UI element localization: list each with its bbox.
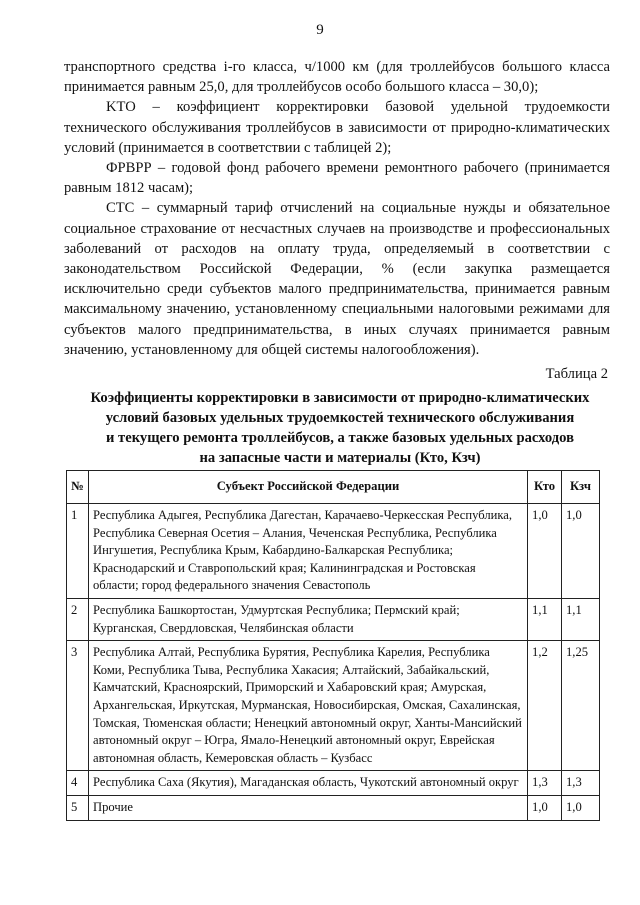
row-kzch: 1,0 — [562, 795, 600, 820]
row-kzch: 1,25 — [562, 641, 600, 771]
table-row — [67, 771, 600, 796]
paragraph: KТО – коэффициент корректировки базовой удельной трудоемкости технического обслуживания троллейбусов в зависимости от природно-климатических условий (принимается в соответствии с таблицей 2); — [64, 99, 610, 156]
row-subject: Прочие — [88, 795, 527, 820]
table-title-line: на запасные части и материалы (Кто, Кзч) — [199, 450, 481, 466]
table-row — [67, 795, 600, 820]
table-title-line: условий базовых удельных трудоемкостей технического обслуживания — [105, 410, 575, 426]
row-kto: 1,2 — [528, 641, 562, 771]
row-subject: Республика Башкортостан, Удмуртская Республика; Пермский край; Курганская, Свердловская, Челябинская области — [88, 598, 527, 640]
row-number: 1 — [67, 504, 89, 599]
header-number: № — [67, 471, 89, 504]
paragraph: транспортного средства i-го класса, ч/1000 км (для троллейбусов большого класса принимается равным 25,0, для троллейбусов особо большого класса – 30,0); — [64, 59, 610, 96]
body-text — [64, 57, 610, 360]
table-title — [70, 388, 610, 468]
row-kzch: 1,3 — [562, 771, 600, 796]
table-row — [67, 504, 600, 599]
row-kzch: 1,0 — [562, 504, 600, 599]
row-number: 2 — [67, 598, 89, 640]
coefficients-table — [66, 470, 600, 821]
row-subject: Республика Алтай, Республика Бурятия, Республика Карелия, Республика Коми, Республика Тыва, Республика Хакасия; Алтайский, Забайкальский, Камчатский, Красноярский, Приморский и Хабаровский края; Амурская, Архангельская, Иркутская, Мурманская, Новосибирская, Омская, Сахалинская, Томская, Тюменская области; Ненецкий автономный округ, Ханты-Мансийский автономный округ – Югра, Ямало-Ненецкий автономный округ, Еврейская автономная область, Кемеровская область – Кузбасс — [88, 641, 527, 771]
row-kto: 1,3 — [528, 771, 562, 796]
row-number: 5 — [67, 795, 89, 820]
table-title-line: и текущего ремонта троллейбусов, а также базовых удельных расходов — [106, 430, 574, 446]
paragraph: ФРВРР – годовой фонд рабочего времени ремонтного рабочего (принимается равным 1812 часам); — [64, 160, 610, 197]
row-number: 3 — [67, 641, 89, 771]
table-header-row — [67, 471, 600, 504]
paragraph: СТС – суммарный тариф отчислений на социальные нужды и обязательное социальное страхование от несчастных случаев на производстве и профессиональных заболеваний от расходов на оплату труда, определяемый в соответствии с законодательством Российской Федерации, % (если закупка размещается исключительно среди субъектов малого предпринимательства, принимается равным максимальному значению, установленному специальными налоговыми режимами для субъектов малого предпринимательства, в иных случаях принимается равным значению, установленному для общей системы налогообложения). — [64, 200, 610, 358]
header-subject: Субъект Российской Федерации — [88, 471, 527, 504]
row-subject: Республика Саха (Якутия), Магаданская область, Чукотский автономный округ — [88, 771, 527, 796]
header-kzch: Кзч — [562, 471, 600, 504]
table-row — [67, 598, 600, 640]
row-subject: Республика Адыгея, Республика Дагестан, Карачаево-Черкесская Республика, Республика Северная Осетия – Алания, Чеченская Республика, Республика Ингушетия, Республика Крым, Кабардино-Балкарская Республика; Краснодарский и Ставропольский края; Калининградская и Ростовская области; город федерального значения Севастополь — [88, 504, 527, 599]
row-kto: 1,0 — [528, 795, 562, 820]
row-kto: 1,0 — [528, 504, 562, 599]
page-number: 9 — [316, 22, 324, 38]
header-kto: Кто — [528, 471, 562, 504]
table-title-line: Коэффициенты корректировки в зависимости от природно-климатических — [90, 390, 590, 406]
row-kzch: 1,1 — [562, 598, 600, 640]
row-kto: 1,1 — [528, 598, 562, 640]
table-label: Таблица 2 — [545, 366, 608, 382]
row-number: 4 — [67, 771, 89, 796]
table-row — [67, 641, 600, 771]
